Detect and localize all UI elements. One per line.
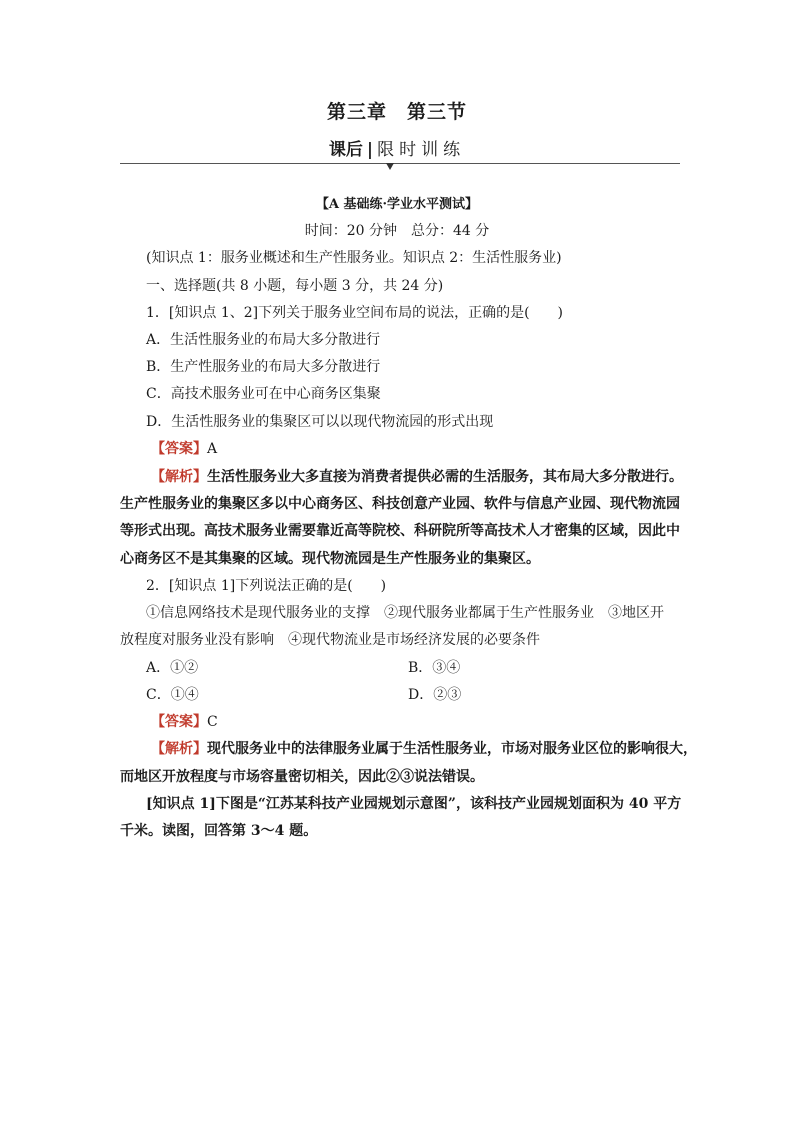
section-label: 【A 基础练·学业水平测试】 [315,197,479,212]
q2-option-c: C．①④ [146,687,199,703]
q3-intro-line-2: 千米。读图，回答第 3～4 题。 [120,823,318,839]
q2-option-b: B．③④ [408,660,461,676]
q2-analysis-text-1: 现代服务业中的法律服务业属于生活性服务业，市场对服务业区位的影响很大， [207,741,697,757]
q1-analysis-line-2: 生产性服务业的集聚区多以中心商务区、科技创意产业园、软件与信息产业园、现代物流园 [120,496,680,512]
q3-intro-line-1: [知识点 1]下图是“江苏某科技产业园规划示意图”，该科技产业园规划面积为 40 平方 [146,796,682,812]
q1-option-d: D．生活性服务业的集聚区可以以现代物流园的形式出现 [146,414,494,430]
page-subtitle [0,135,794,160]
q2-analysis-label: 【解析】 [151,741,207,757]
q2-analysis-line-2: 而地区开放程度与市场容量密切相关，因此②③说法错误。 [120,769,484,785]
q1-analysis-line-3: 等形式出现。高技术服务业需要靠近高等院校、科研院所等高技术人才密集的区域，因此中 [120,523,680,539]
q1-answer-label: 【答案】 [151,441,207,457]
q1-answer-value: A [207,441,218,457]
q2-statement-line-1: ①信息网络技术是现代服务业的支撑 ②现代服务业都属于生产性服务业 ③地区开 [146,605,664,621]
subtitle-rest: 限时训练 [377,140,466,160]
q2-answer-label: 【答案】 [151,714,207,730]
part-heading: 一、选择题(共 8 小题，每小题 3 分，共 24 分) [146,278,444,294]
header-rule [120,163,680,164]
q2-option-d: D．②③ [408,687,462,703]
page-title: 第三章 第三节 [326,101,467,123]
q1-option-c: C．高技术服务业可在中心商务区集聚 [146,386,381,402]
q1-analysis-label: 【解析】 [151,469,207,485]
q1-answer [151,438,217,458]
q2-statement-line-2: 放程度对服务业没有影响 ④现代物流业是市场经济发展的必要条件 [120,632,540,648]
q1-option-a: A．生活性服务业的布局大多分散进行 [146,332,381,348]
header-arrow-icon [386,163,394,170]
subtitle-strong: 课后 [328,140,363,160]
knowledge-points: (知识点 1：服务业概述和生产性服务业。知识点 2：生活性服务业) [146,250,562,266]
q1-analysis-text-1: 生活性服务业大多直接为消费者提供必需的生活服务，其布局大多分散进行。 [207,469,683,485]
q1-stem: 1．[知识点 1、2]下列关于服务业空间布局的说法，正确的是( ) [146,305,564,321]
time-info: 时间：20 分钟 总分：44 分 [304,223,490,239]
q1-analysis-line-1 [151,466,683,486]
q1-analysis-line-4: 心商务区不是其集聚的区域。现代物流园是生产性服务业的集聚区。 [120,551,540,567]
q1-option-b: B．生产性服务业的布局大多分散进行 [146,359,381,375]
q2-stem: 2．[知识点 1]下列说法正确的是( ) [146,578,387,594]
q2-analysis-line-1 [151,738,697,758]
q2-option-a: A．①② [146,660,199,676]
q2-answer-value: C [207,714,218,730]
q2-answer [151,711,218,731]
subtitle-divider: | [366,140,374,160]
